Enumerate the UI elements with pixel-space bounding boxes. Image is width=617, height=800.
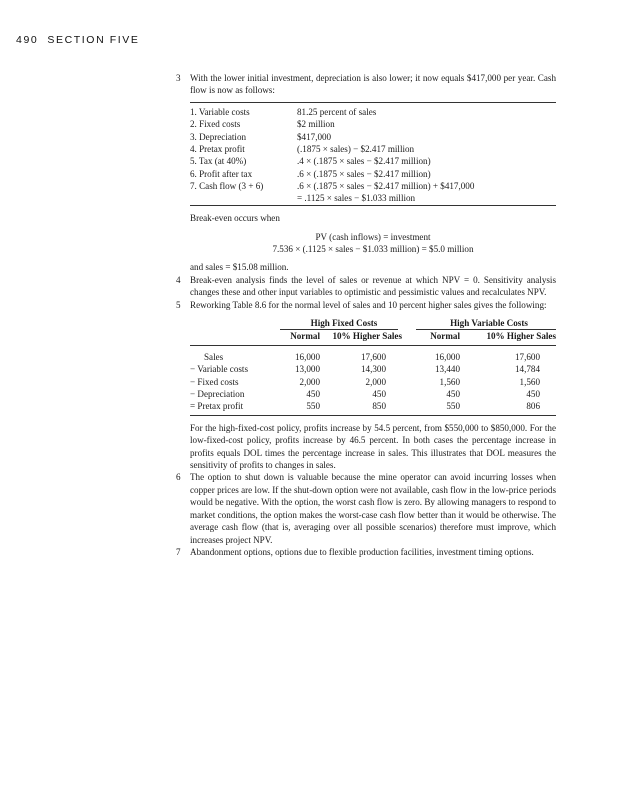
item-text: Break-even analysis finds the level of sales or revenue at which NPV = 0. Sensitivity analysis changes these and other input variables to optimistic and pessimistic values and recalculates NPV. [190,274,556,298]
item-text: With the lower initial investment, depreciation is also lower; it now equals $417,000 per year. Cash flow is now as follows: [190,73,556,96]
answer-item-7 [176,546,556,558]
breakeven-equation-2: 7.536 × (.1125 × sales − $1.033 million) = $5.0 million [272,243,474,254]
sub-header: 10% Higher Sales [486,331,556,342]
row-label: = Pretax profit [190,401,244,412]
sub-header: Normal [290,331,320,342]
item-text: Abandonment options, options due to flexible production facilities, investment timing options. [190,546,534,557]
page-number: 490 [16,34,39,46]
answer-item-6 [176,471,556,545]
sub-header: Normal [430,331,460,342]
cash-flow-row: 7. Cash flow (3 + 6) .6 × (.1875 × sales − $2.417 million) + $417,000 [190,181,475,192]
row-label: − Depreciation [190,389,245,400]
item-number: 5 [176,299,181,310]
cash-flow-row: = .1125 × sales − $1.033 million [297,192,416,203]
row-label: − Fixed costs [190,376,239,387]
item-number: 3 [176,73,181,83]
table-row: = Pretax profit 550 850 550 806 [190,401,540,412]
item-5-discussion: For the high-fixed-cost policy, profits increase by 54.5 percent, from $550,000 to $850,000. For the low-fixed-cost policy, profits increase by 46.5 percent. In both cases the percentage increase in profits equals DOL times the percentage increase in sales. This illustrates that DOL measures the sensitivity of profits to changes in sales. [190,422,556,471]
row-label: Sales [204,351,224,362]
cash-flow-row: 5. Tax (at 40%) .4 × (.1875 × sales − $2.417 million) [190,156,431,167]
item-number: 7 [176,546,181,557]
table-row: − Variable costs 13,000 14,300 13,440 14,784 [190,364,540,375]
item-number: 4 [176,274,181,285]
answer-item-3 [176,72,556,97]
answers-body [176,72,556,558]
breakeven-conclusion: and sales = $15.08 million. [190,262,289,273]
group-header-row [190,317,556,329]
item-number: 6 [176,472,181,483]
table-bottom-rule [190,205,556,206]
cash-flow-row: 1. Variable costs 81.25 percent of sales [190,106,377,117]
breakeven-equation-1: PV (cash inflows) = investment [315,231,431,242]
table-top-rule [190,102,556,103]
breakeven-intro: Break-even occurs when [190,213,280,224]
cash-flow-row: 3. Depreciation $417,000 [190,131,332,142]
operating-leverage-table [190,317,556,422]
table-row: − Depreciation 450 450 450 450 [190,389,540,400]
header-rule-row [190,343,556,351]
group-header-high-variable: High Variable Costs [450,318,528,328]
answer-item-5 [176,299,556,311]
sub-header-row [190,330,556,342]
group-header-high-fixed: High Fixed Costs [310,318,378,328]
item-text: Reworking Table 8.6 for the normal level of sales and 10 percent higher sales gives the following: [190,299,547,310]
item-text: The option to shut down is valuable because the mine operator can avoid incurring losses when copper prices are low. If the shut-down option were not available, cash flow in the low-price periods would be negative. With the option, the worst cash flow is zero. By allowing managers to respond to market conditions, the option makes the worst-case cash flow better than it would be otherwise. The average cash flow (that is, averaging over all possible scenarios) therefore must improve, which increases project NPV. [190,472,556,545]
cash-flow-row: 4. Pretax profit (.1875 × sales) − $2.417 million [190,144,415,155]
cash-flow-table [190,106,556,203]
cash-flow-row: 6. Profit after tax .6 × (.1875 × sales − $2.417 million) [190,168,431,179]
table-row: Sales 16,000 17,600 16,000 17,600 [190,351,556,363]
answer-item-4 [176,274,556,299]
table-row: − Fixed costs 2,000 2,000 1,560 1,560 [190,376,540,387]
row-label: − Variable costs [190,364,248,375]
section-title: SECTION FIVE [47,34,140,46]
table-bottom-rule-row [190,413,556,422]
sub-header: 10% Higher Sales [332,331,402,342]
running-head [16,34,140,46]
cash-flow-row: 2. Fixed costs $2 million [190,119,335,130]
